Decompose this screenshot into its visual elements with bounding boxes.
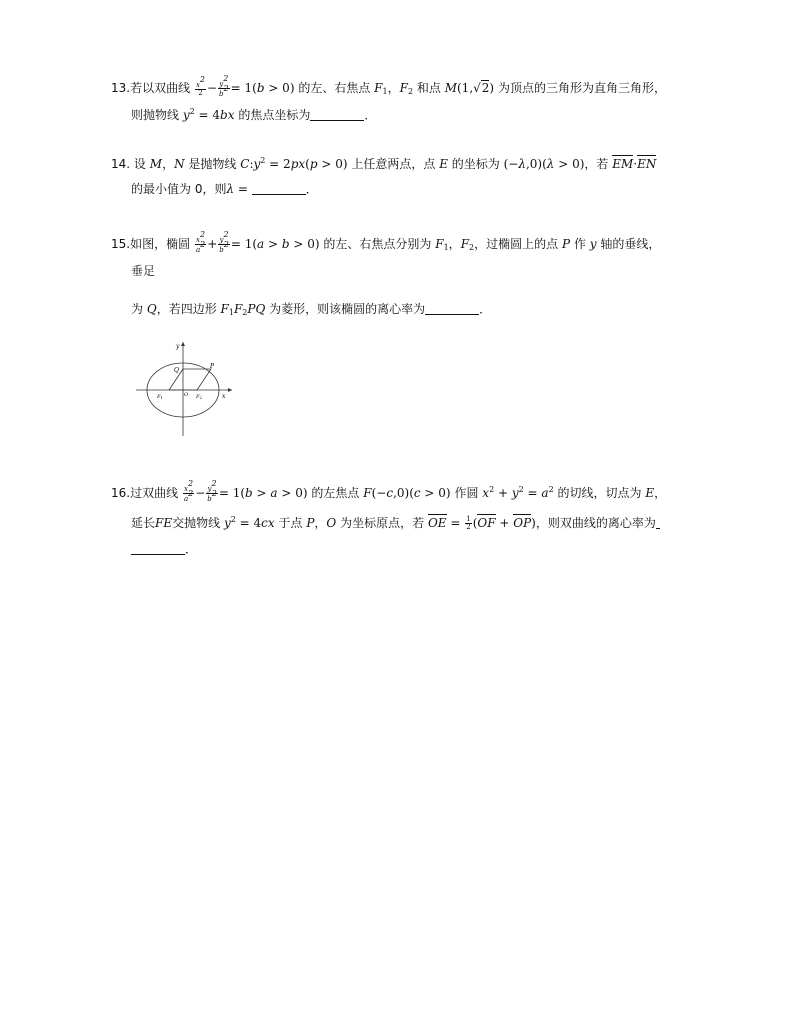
question-15-line-1: 15.如图，椭圆 $\frac{x^2}{a^2}$ + $\frac{y^2}{b^2}$ = 1(a > b > 0) 的左、右焦点分别为 $F_1$，$F_2$，过椭圆上的点 P 作 y 轴的垂线， bbox=[111, 230, 661, 254]
point-p-label: P bbox=[210, 363, 215, 370]
answer-blank[interactable] bbox=[252, 182, 306, 195]
fraction: $\frac{x^2}{2}$ bbox=[195, 75, 205, 97]
question-14-line-1: 14. 设 M，N 是抛物线 $C:y^2 = 2px(p > 0)$ 上任意两点，点 E 的坐标为 (−λ,0)(λ > 0)，若 EM·EN bbox=[111, 156, 657, 171]
focus-f2-label: $F_2$ bbox=[196, 394, 203, 400]
fraction: $\frac{x^2}{a^2}$ bbox=[183, 479, 194, 503]
x-axis-label: x bbox=[222, 393, 226, 400]
question-16-line-1: 16.过双曲线 $\frac{x^2}{a^2}$ − $\frac{y^2}{b^2}$ = 1(b > a > 0) 的左焦点 F(−c,0)(c > 0) 作圆 $x^2 + y^2 = a^2$ 的切线，切点为 E， bbox=[111, 479, 667, 503]
answer-blank[interactable] bbox=[425, 302, 479, 315]
question-16-line-2: 延长FE交抛物线 $y^2 = 4cx$ 于点 P，O 为坐标原点，若 OE = $\frac{1}{2}$ (OF + OP)，则双曲线的离心率为 bbox=[131, 514, 660, 532]
point-o-label: O bbox=[184, 392, 189, 398]
question-15-line-2: 垂足 bbox=[131, 264, 156, 278]
question-number: 16. bbox=[111, 486, 131, 500]
fraction: $\frac{y^2}{b^2}$ bbox=[219, 230, 229, 254]
answer-blank[interactable] bbox=[310, 108, 364, 121]
question-number: 15. bbox=[111, 237, 131, 251]
question-15-line-3: 为 Q，若四边形 $F_1F_2PQ$ 为菱形，则该椭圆的离心率为 ． bbox=[131, 302, 492, 317]
question-number: 14. bbox=[111, 157, 131, 171]
y-axis-arrow bbox=[181, 342, 185, 346]
question-16-line-3: ． bbox=[131, 540, 197, 558]
point-q-label: Q bbox=[174, 367, 179, 374]
y-axis-label: y bbox=[176, 343, 180, 350]
x-axis-arrow bbox=[228, 388, 232, 392]
question-13-line-1: 13.若以双曲线 $\frac{x^2}{2}$ − $\frac{y^2}{b^2}$ = 1(b > 0) 的左、右焦点 $F_1$，$F_2$ 和点 M(1,√2) 为顶点的三角形为直角三角形， bbox=[111, 74, 666, 98]
focus-f1-label: $F_1$ bbox=[157, 394, 164, 400]
answer-blank[interactable] bbox=[131, 542, 185, 555]
fraction: $\frac{y^2}{b^2}$ bbox=[207, 479, 217, 503]
fraction: $\frac{1}{2}$ bbox=[466, 515, 471, 531]
question-number: 13. bbox=[111, 81, 131, 95]
question-14-line-2: 的最小值为 0，则λ = ． bbox=[131, 182, 318, 196]
ellipse-figure bbox=[134, 338, 236, 438]
answer-blank-start[interactable] bbox=[656, 516, 660, 529]
fraction: $\frac{x^2}{a^2}$ bbox=[195, 230, 206, 254]
question-13-line-2: 则抛物线 $y^2 = 4bx$ 的焦点坐标为 ． bbox=[131, 107, 377, 122]
fraction: $\frac{y^2}{b^2}$ bbox=[219, 74, 229, 98]
